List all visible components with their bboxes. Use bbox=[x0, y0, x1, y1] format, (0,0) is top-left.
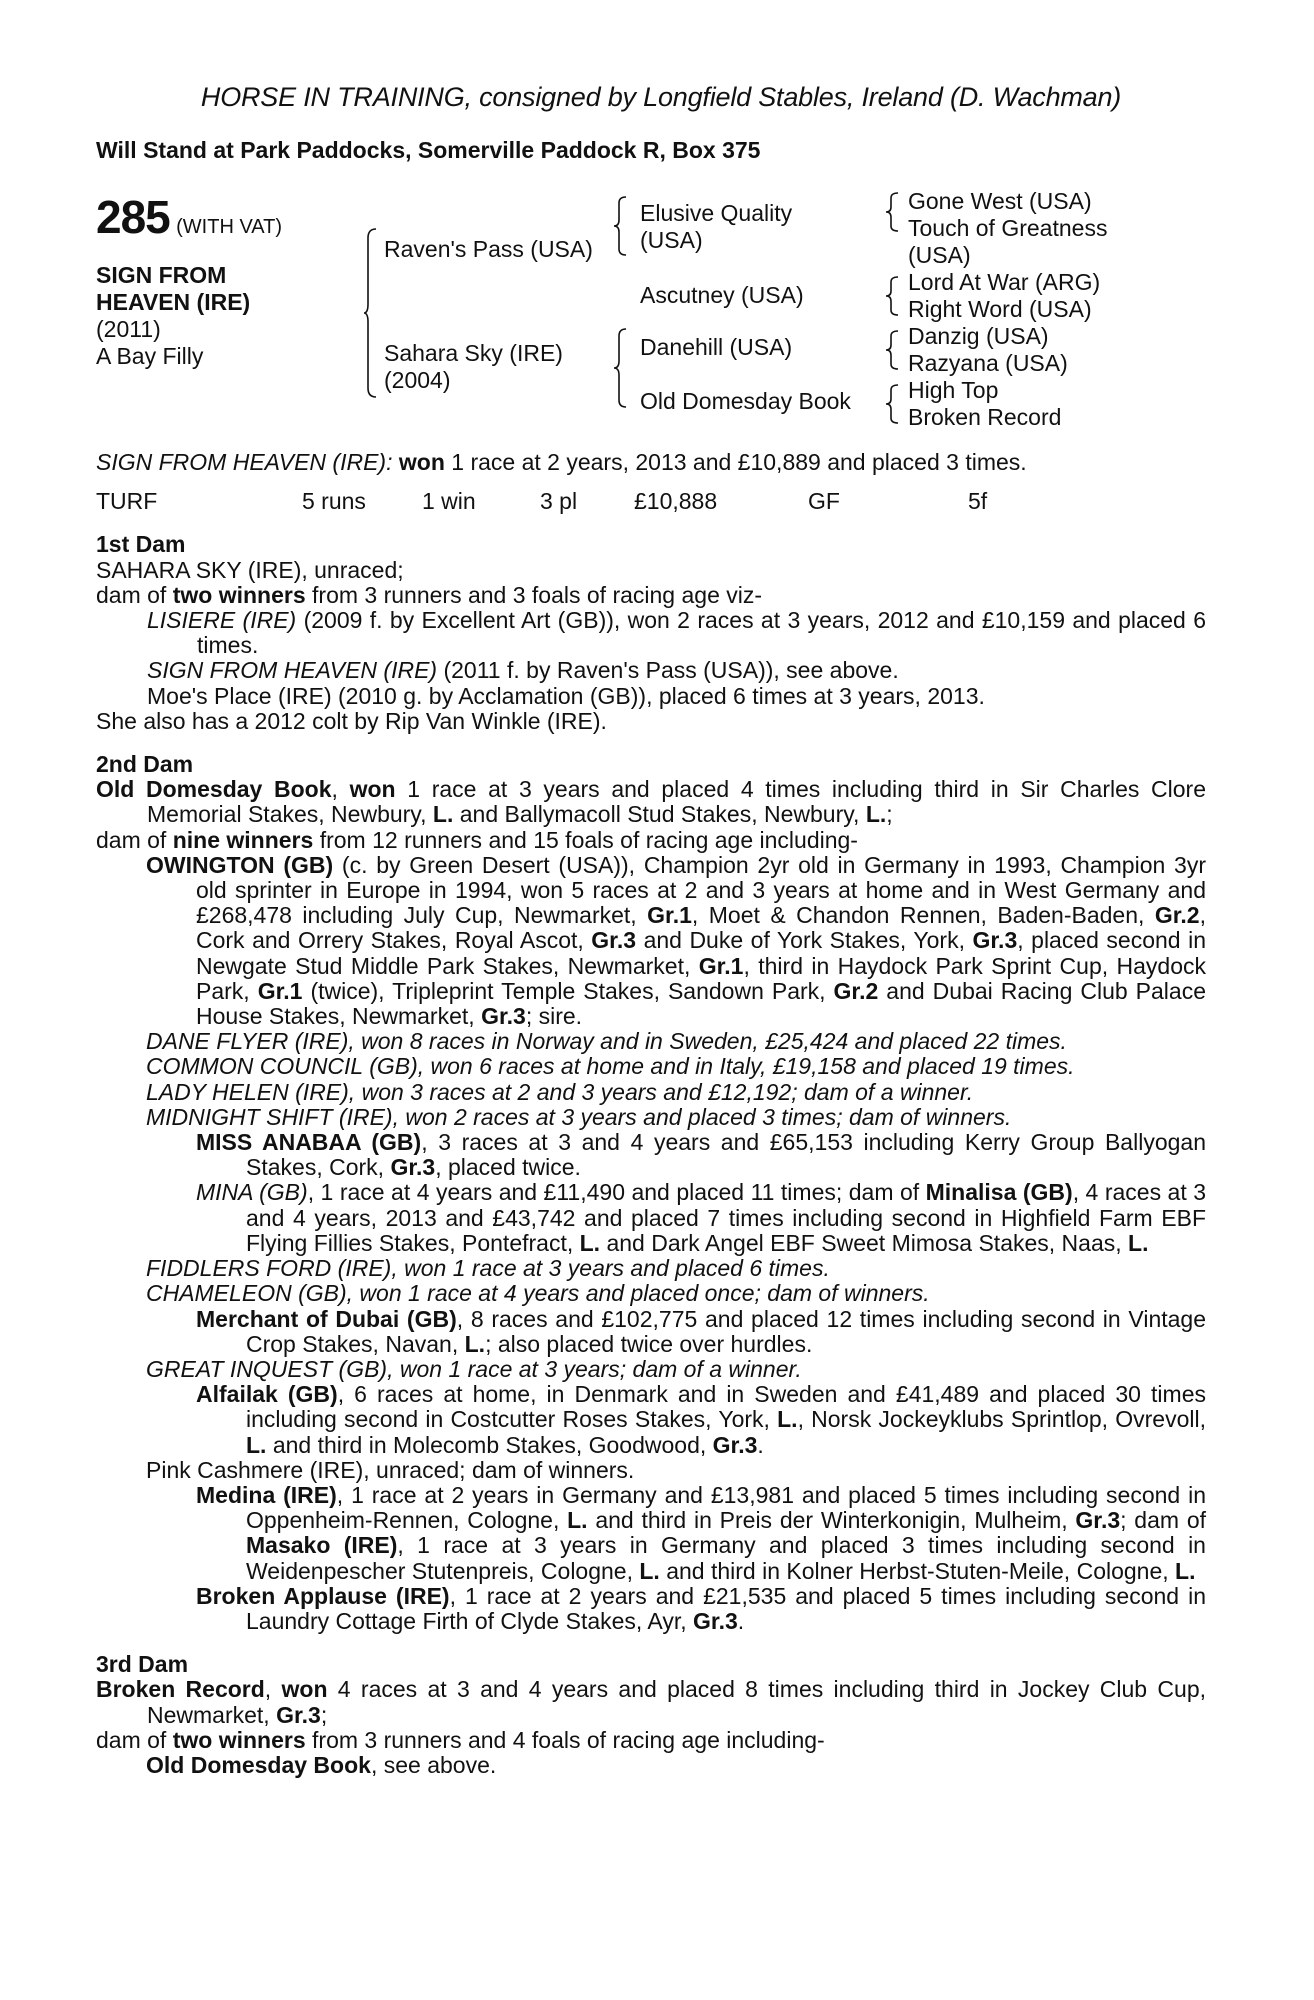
gen3-name-2b: (USA) bbox=[908, 242, 971, 268]
summary-name: SIGN FROM HEAVEN (IRE) bbox=[96, 449, 387, 475]
sire-brace bbox=[614, 196, 628, 256]
first-dam-line2: dam of two winners from 3 runners and 3 foals of racing age viz- bbox=[96, 581, 763, 608]
summary-rest: 1 race at 2 years, 2013 and £10,889 and placed 3 times. bbox=[444, 449, 1027, 475]
record-going: GF bbox=[808, 488, 840, 515]
horse-description: A Bay Filly bbox=[96, 343, 204, 369]
offspring-pink-cashmere: Pink Cashmere (IRE), unraced; dam of winners. bbox=[146, 1456, 635, 1483]
dam-year: (2004) bbox=[384, 367, 451, 393]
third-dam-offspring: Old Domesday Book, see above. bbox=[146, 1751, 497, 1778]
offspring-moes-place: Moe's Place (IRE) (2010 g. by Acclamation (GB)), placed 6 times at 3 years, 2013. bbox=[147, 682, 985, 709]
race-record bbox=[96, 489, 1206, 514]
catalogue-page bbox=[96, 82, 1206, 1778]
page-title: HORSE IN TRAINING, consigned by Longfield Stables, Ireland (D. Wachman) bbox=[200, 82, 1122, 112]
horse-name-line1: SIGN FROM bbox=[96, 262, 227, 288]
gen3-name-3: Lord At War (ARG) bbox=[908, 269, 1101, 295]
gen3-name-1: Gone West (USA) bbox=[908, 188, 1092, 214]
lot-heading bbox=[96, 191, 283, 243]
sire-sire-line1: Elusive Quality bbox=[640, 200, 793, 226]
gen3-name-6: Razyana (USA) bbox=[908, 350, 1068, 376]
offspring-fiddlers-ford: FIDDLERS FORD (IRE), won 1 race at 3 years and placed 6 times. bbox=[146, 1255, 830, 1282]
gen3-name-2: Touch of Greatness bbox=[908, 215, 1108, 241]
sire-name: Raven's Pass (USA) bbox=[384, 236, 593, 262]
horse-name-line2: HEAVEN (IRE) bbox=[96, 289, 251, 315]
gen3-name-7: High Top bbox=[908, 377, 999, 403]
record-distance: 5f bbox=[968, 488, 988, 515]
dam-dam: Old Domesday Book bbox=[640, 388, 851, 414]
offspring-lisiere: LISIERE (IRE) (2009 f. by Excellent Art (GB)), won 2 races at 3 years, 2012 and £10,159 and placed 6 times. bbox=[147, 607, 1206, 659]
sire-sire-line2: (USA) bbox=[640, 227, 703, 253]
offspring-owington: OWINGTON (GB) (c. by Green Desert (USA)), Champion 2yr old in Germany in 1993, Champion 3yr old sprinter in Europe in 1994, won 5 races at 2 and 3 years at home and in West Germany and £268,478 including July Cup, Newmarket, Gr.1, Moet & Chandon Rennen, Baden-Baden, Gr.2, Cork and Orrery Stakes, Royal Ascot, Gr.3 and Duke of York Stakes, York, Gr.3, placed second in Newgate Stud Middle Park Stakes, Newmarket, Gr.1, third in Haydock Park Sprint Cup, Haydock Park, Gr.1 (twice), Tripleprint Temple Stakes, Sandown Park, Gr.2 and Dubai Racing Club Palace House Stakes, Newmarket, Gr.3; sire. bbox=[146, 851, 1207, 1030]
second-dam-produce: dam of nine winners from 12 runners and 15 foals of racing age including- bbox=[96, 826, 858, 853]
record-runs: 5 runs bbox=[302, 488, 366, 515]
second-dam-heading: 2nd Dam bbox=[96, 751, 194, 778]
offspring-chameleon: CHAMELEON (GB), won 1 race at 4 years and placed once; dam of winners. bbox=[146, 1280, 930, 1307]
record-surface: TURF bbox=[96, 488, 158, 515]
third-dam-heading: 3rd Dam bbox=[96, 1651, 189, 1678]
gen3-name-5: Danzig (USA) bbox=[908, 323, 1049, 349]
gen3-brace-2 bbox=[886, 276, 900, 316]
offspring-midnight-shift: MIDNIGHT SHIFT (IRE), won 2 races at 3 years and placed 3 times; dam of winners. bbox=[146, 1103, 1012, 1130]
grandoffspring-alfailak: Alfailak (GB), 6 races at home, in Denmark and in Sweden and £41,489 and placed 30 times including second in Costcutter Roses Stakes, York, L., Norsk Jockeyklubs Sprintlop, Ovrevoll, L. and third in Molecomb Stakes, Goodwood, Gr.3. bbox=[196, 1381, 1206, 1458]
race-summary: SIGN FROM HEAVEN (IRE): won 1 race at 2 years, 2013 and £10,889 and placed 3 times. bbox=[96, 449, 1027, 475]
offspring-great-inquest: GREAT INQUEST (GB), won 1 race at 3 years; dam of a winner. bbox=[146, 1355, 802, 1382]
record-earnings: £10,888 bbox=[634, 488, 718, 515]
offspring-common-council: COMMON COUNCIL (GB), won 6 races at home and in Italy, £19,158 and placed 19 times. bbox=[146, 1053, 1075, 1080]
pedigree-brace bbox=[364, 228, 378, 398]
offspring-lady-helen: LADY HELEN (IRE), won 3 races at 2 and 3 years and £12,192; dam of a winner. bbox=[146, 1078, 974, 1105]
gen3-name-8: Broken Record bbox=[908, 404, 1062, 430]
gen3-brace-3 bbox=[886, 330, 900, 370]
grandoffspring-merchant-of-dubai: Merchant of Dubai (GB), 8 races and £102,775 and placed 12 times including second in Vintage Crop Stakes, Navan, L.; also placed twice over hurdles. bbox=[196, 1305, 1206, 1357]
grandoffspring-miss-anabaa: MISS ANABAA (GB), 3 races at 3 and 4 years and £65,153 including Kerry Group Ballyogan Stakes, Cork, Gr.3, placed twice. bbox=[196, 1129, 1206, 1181]
offspring-sign-from-heaven: SIGN FROM HEAVEN (IRE) (2011 f. by Raven's Pass (USA)), see above. bbox=[147, 657, 899, 684]
stand-location: Will Stand at Park Paddocks, Somerville Paddock R, Box 375 bbox=[96, 137, 761, 163]
grandoffspring-medina: Medina (IRE), 1 race at 2 years in Germany and £13,981 and placed 5 times including second in Oppenheim-Rennen, Cologne, L. and third in Preis der Winterkonigin, Mulheim, Gr.3; dam of Masako (IRE), 1 race at 3 years in Germany and placed 3 times including second in Weidenpescher Stutenpreis, Cologne, L. and third in Kolner Herbst-Stuten-Meile, Cologne, L. bbox=[196, 1481, 1206, 1584]
second-dam-record: Old Domesday Book, won 1 race at 3 years and placed 4 times including third in Sir Charles Clore Memorial Stakes, Newbury, L. and Ballymacoll Stud Stakes, Newbury, L.; bbox=[96, 776, 1207, 828]
horse-year: (2011) bbox=[96, 316, 161, 342]
dam-name: Sahara Sky (IRE) bbox=[384, 340, 563, 366]
lot-number: 285 bbox=[96, 191, 170, 243]
gen3-name-4: Right Word (USA) bbox=[908, 296, 1092, 322]
dam-sire: Danehill (USA) bbox=[640, 334, 793, 360]
gen3-brace-4 bbox=[886, 384, 900, 424]
grandoffspring-broken-applause: Broken Applause (IRE), 1 race at 2 years and £21,535 and placed 5 times including second in Laundry Cottage Firth of Clyde Stakes, Ayr, Gr.3. bbox=[196, 1582, 1206, 1634]
gen3-brace-1 bbox=[886, 192, 900, 232]
pedigree-block bbox=[96, 188, 1206, 446]
first-dam-line1: SAHARA SKY (IRE), unraced; bbox=[96, 556, 404, 583]
summary-won: won bbox=[398, 449, 445, 475]
dam-brace bbox=[614, 328, 628, 408]
record-wins: 1 win bbox=[422, 488, 476, 515]
vat-note: (WITH VAT) bbox=[176, 216, 283, 238]
third-dam-produce: dam of two winners from 3 runners and 4 foals of racing age including- bbox=[96, 1726, 825, 1753]
offspring-dane-flyer: DANE FLYER (IRE), won 8 races in Norway and in Sweden, £25,424 and placed 22 times. bbox=[146, 1028, 1067, 1055]
first-dam-note: She also has a 2012 colt by Rip Van Winkle (IRE). bbox=[96, 707, 607, 734]
grandoffspring-mina: MINA (GB), 1 race at 4 years and £11,490 and placed 11 times; dam of Minalisa (GB), 4 races at 3 and 4 years, 2013 and £43,742 and placed 7 times including second in Highfield Farm EBF Flying Fillies Stakes, Pontefract, L. and Dark Angel EBF Sweet Mimosa Stakes, Naas, L. bbox=[196, 1179, 1206, 1256]
first-dam-heading: 1st Dam bbox=[96, 531, 186, 558]
record-placed: 3 pl bbox=[540, 488, 578, 515]
sire-dam: Ascutney (USA) bbox=[640, 282, 804, 308]
third-dam-record: Broken Record, won 4 races at 3 and 4 years and placed 8 times including third in Jockey Club Cup, Newmarket, Gr.3; bbox=[96, 1676, 1206, 1728]
